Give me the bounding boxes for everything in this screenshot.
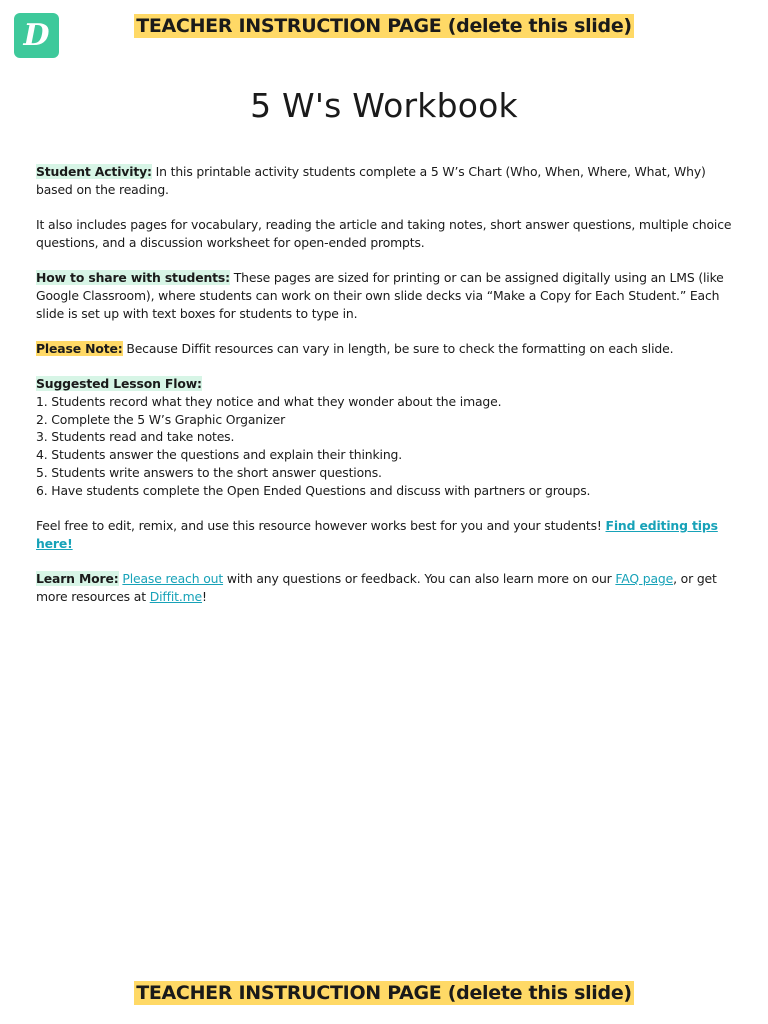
banner-top-text: TEACHER INSTRUCTION PAGE (delete this slide) xyxy=(136,15,632,37)
learn-more-text-3: ! xyxy=(202,588,207,604)
banner-bottom-text: TEACHER INSTRUCTION PAGE (delete this slide) xyxy=(136,982,632,1004)
logo-letter: D xyxy=(23,17,50,53)
student-activity-text: In this printable activity students complete a 5 W’s Chart (Who, When, Where, What, Why) based on the reading. xyxy=(36,164,706,197)
instruction-content xyxy=(36,163,736,623)
please-note-label: Please Note: xyxy=(36,340,123,356)
reach-out-link[interactable]: Please reach out xyxy=(122,571,224,587)
learn-more-paragraph xyxy=(36,570,736,605)
please-note-paragraph xyxy=(36,340,736,358)
lesson-flow-label: Suggested Lesson Flow: xyxy=(36,376,202,392)
feel-free-text: Feel free to edit, remix, and use this resource however works best for you and your students! xyxy=(36,517,606,533)
lesson-flow-step: 4. Students answer the questions and explain their thinking. xyxy=(36,447,403,463)
lesson-flow-step: 1. Students record what they notice and what they wonder about the image. xyxy=(36,394,502,410)
lesson-flow-list xyxy=(36,393,736,499)
also-includes-paragraph: It also includes pages for vocabulary, reading the article and taking notes, short answer questions, multiple choice questions, and a discussion worksheet for open-ended prompts. xyxy=(36,217,732,250)
student-activity-paragraph xyxy=(36,163,736,198)
editing-tips-link[interactable]: Find editing tips here! xyxy=(36,517,718,551)
how-to-share-text: These pages are sized for printing or can be assigned digitally using an LMS (like Google Classroom), where students can work on their own slide decks via “Make a Copy for Each Student.” Each slide is set up with text boxes for students to type in. xyxy=(36,270,724,321)
teacher-instruction-banner-top xyxy=(0,15,768,37)
lesson-flow-step: 2. Complete the 5 W’s Graphic Organizer xyxy=(36,411,286,427)
how-to-share-paragraph xyxy=(36,269,736,322)
lesson-flow-section xyxy=(36,375,736,499)
please-note-text: Because Diffit resources can vary in length, be sure to check the formatting on each slide. xyxy=(122,340,674,356)
feel-free-paragraph xyxy=(36,517,736,552)
teacher-instruction-banner-bottom xyxy=(0,982,768,1004)
learn-more-text-1: with any questions or feedback. You can also learn more on our xyxy=(223,571,616,587)
faq-page-link[interactable]: FAQ page xyxy=(615,571,674,587)
learn-more-text-2: , or get more resources at xyxy=(36,571,717,604)
lesson-flow-step: 6. Have students complete the Open Ended Questions and discuss with partners or groups. xyxy=(36,482,591,498)
lesson-flow-step: 5. Students write answers to the short answer questions. xyxy=(36,464,382,480)
how-to-share-label: How to share with students: xyxy=(36,270,230,286)
diffit-me-link[interactable]: Diffit.me xyxy=(149,588,203,604)
lesson-flow-step: 3. Students read and take notes. xyxy=(36,429,235,445)
learn-more-label: Learn More: xyxy=(36,571,119,587)
page-title: 5 W's Workbook xyxy=(250,86,518,125)
student-activity-label: Student Activity: xyxy=(36,164,152,179)
